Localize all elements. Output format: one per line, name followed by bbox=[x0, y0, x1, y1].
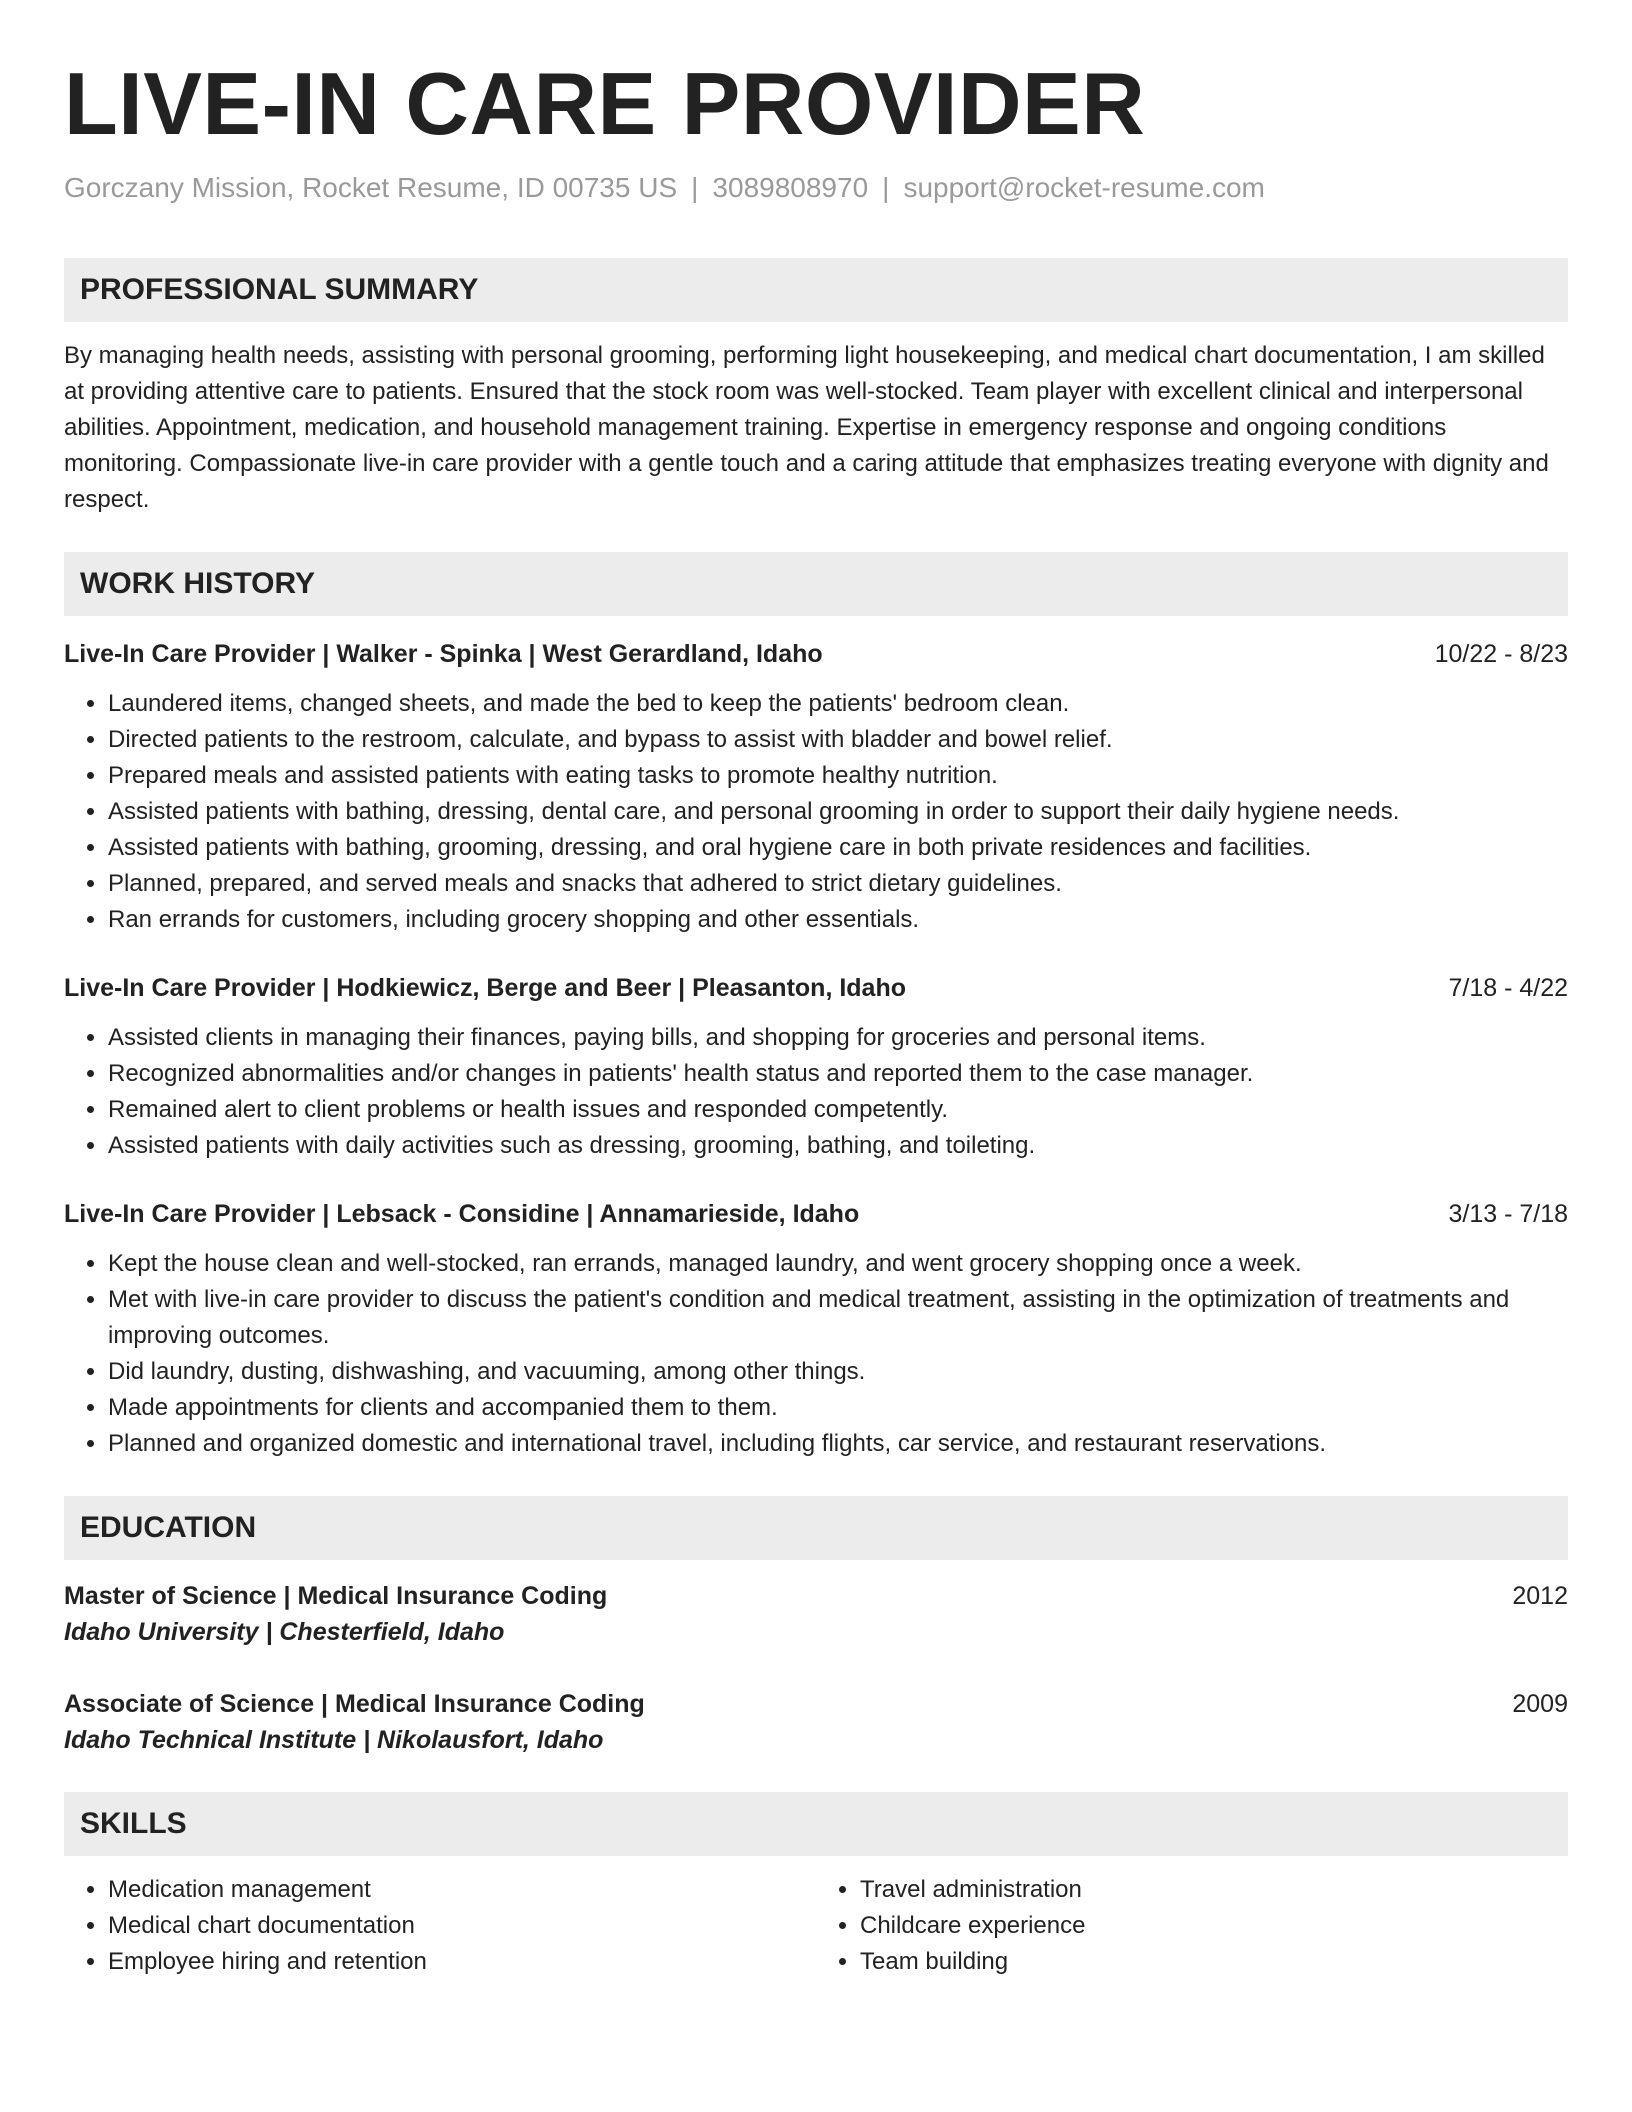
skill-item: • Travel administration bbox=[860, 1872, 1568, 1908]
skill-item: • Medication management bbox=[108, 1872, 816, 1908]
job-title: Live-In Care Provider | Hodkiewicz, Berge and Beer | Pleasanton, Idaho bbox=[64, 974, 907, 1002]
contact-phone: 3089808970 bbox=[712, 172, 869, 203]
degree-title: Associate of Science | Medical Insurance Coding bbox=[64, 1690, 645, 1718]
education-entry bbox=[64, 1578, 1568, 1650]
job-bullet: • Recognized abnormalities and/or changes in patients' health status and reported them to the case manager. bbox=[108, 1056, 1568, 1092]
job-entry bbox=[64, 1196, 1568, 1462]
job-bullet: • Directed patients to the restroom, calculate, and bypass to assist with bladder and bowel relief. bbox=[108, 722, 1568, 758]
job-dates: 3/13 - 7/18 bbox=[1448, 1200, 1568, 1228]
job-bullet: • Did laundry, dusting, dishwashing, and vacuuming, among other things. bbox=[108, 1354, 1568, 1390]
job-title: Live-In Care Provider | Lebsack - Considine | Annamarieside, Idaho bbox=[64, 1200, 860, 1228]
job-bullet: • Assisted patients with daily activities such as dressing, grooming, bathing, and toileting. bbox=[108, 1128, 1568, 1164]
job-bullet: • Kept the house clean and well-stocked, ran errands, managed laundry, and went grocery shopping once a week. bbox=[108, 1246, 1568, 1282]
job-entry bbox=[64, 970, 1568, 1164]
job-bullet: • Assisted clients in managing their finances, paying bills, and shopping for groceries and personal items. bbox=[108, 1020, 1568, 1056]
job-entry bbox=[64, 636, 1568, 938]
graduation-year: 2012 bbox=[1512, 1582, 1568, 1610]
school-name: Idaho University | Chesterfield, Idaho bbox=[64, 1618, 505, 1646]
skills-heading: SKILLS bbox=[64, 1792, 1568, 1856]
contact-separator: | bbox=[691, 172, 699, 203]
candidate-name: LIVE-IN CARE PROVIDER bbox=[64, 54, 1146, 153]
skill-item: • Medical chart documentation bbox=[108, 1908, 816, 1944]
job-bullet: • Planned, prepared, and served meals and snacks that adhered to strict dietary guidelines. bbox=[108, 866, 1568, 902]
skill-item: • Employee hiring and retention bbox=[108, 1944, 816, 1980]
job-dates: 7/18 - 4/22 bbox=[1448, 974, 1568, 1002]
job-dates: 10/22 - 8/23 bbox=[1434, 640, 1568, 668]
skills-list-left bbox=[64, 1872, 816, 1980]
job-bullet: • Made appointments for clients and accompanied them to them. bbox=[108, 1390, 1568, 1426]
job-bullets bbox=[64, 1020, 1568, 1164]
contact-email: support@rocket-resume.com bbox=[903, 172, 1265, 203]
education-entry bbox=[64, 1686, 1568, 1758]
skills-columns bbox=[64, 1872, 1568, 1980]
skill-item: • Team building bbox=[860, 1944, 1568, 1980]
education-heading: EDUCATION bbox=[64, 1496, 1568, 1560]
summary-text: By managing health needs, assisting with personal grooming, performing light housekeeping, and medical chart documentation, I am skilled at providing attentive care to patients. Ensured that the stock room was well-stocked. Team player with excellent clinical and interpersonal abilities. Appointment, medication, and household management training. Expertise in emergency response and ongoing conditions monitoring. Compassionate live-in care provider with a gentle touch and a caring attitude that emphasizes treating everyone with dignity and respect. bbox=[64, 342, 1549, 513]
job-bullet: • Planned and organized domestic and international travel, including flights, car service, and restaurant reservations. bbox=[108, 1426, 1568, 1462]
job-bullets bbox=[64, 1246, 1568, 1462]
job-bullet: • Prepared meals and assisted patients with eating tasks to promote healthy nutrition. bbox=[108, 758, 1568, 794]
skill-item: • Childcare experience bbox=[860, 1908, 1568, 1944]
degree-title: Master of Science | Medical Insurance Coding bbox=[64, 1582, 608, 1610]
summary-heading: PROFESSIONAL SUMMARY bbox=[64, 258, 1568, 322]
contact-separator: | bbox=[882, 172, 890, 203]
job-bullet: • Laundered items, changed sheets, and made the bed to keep the patients' bedroom clean. bbox=[108, 686, 1568, 722]
work-history-heading: WORK HISTORY bbox=[64, 552, 1568, 616]
job-bullet: • Ran errands for customers, including grocery shopping and other essentials. bbox=[108, 902, 1568, 938]
contact-address: Gorczany Mission, Rocket Resume, ID 00735 US bbox=[64, 172, 678, 203]
contact-line bbox=[64, 170, 1568, 206]
job-title: Live-In Care Provider | Walker - Spinka | West Gerardland, Idaho bbox=[64, 640, 823, 668]
job-bullet: • Assisted patients with bathing, dressing, dental care, and personal grooming in order to support their daily hygiene needs. bbox=[108, 794, 1568, 830]
skills-list-right bbox=[816, 1872, 1568, 1980]
graduation-year: 2009 bbox=[1512, 1690, 1568, 1718]
job-bullet: • Assisted patients with bathing, grooming, dressing, and oral hygiene care in both private residences and facilities. bbox=[108, 830, 1568, 866]
job-bullets bbox=[64, 686, 1568, 938]
school-name: Idaho Technical Institute | Nikolausfort, Idaho bbox=[64, 1726, 604, 1754]
job-bullet: • Met with live-in care provider to discuss the patient's condition and medical treatment, assisting in the optimization of treatments and improving outcomes. bbox=[108, 1282, 1568, 1354]
job-bullet: • Remained alert to client problems or health issues and responded competently. bbox=[108, 1092, 1568, 1128]
